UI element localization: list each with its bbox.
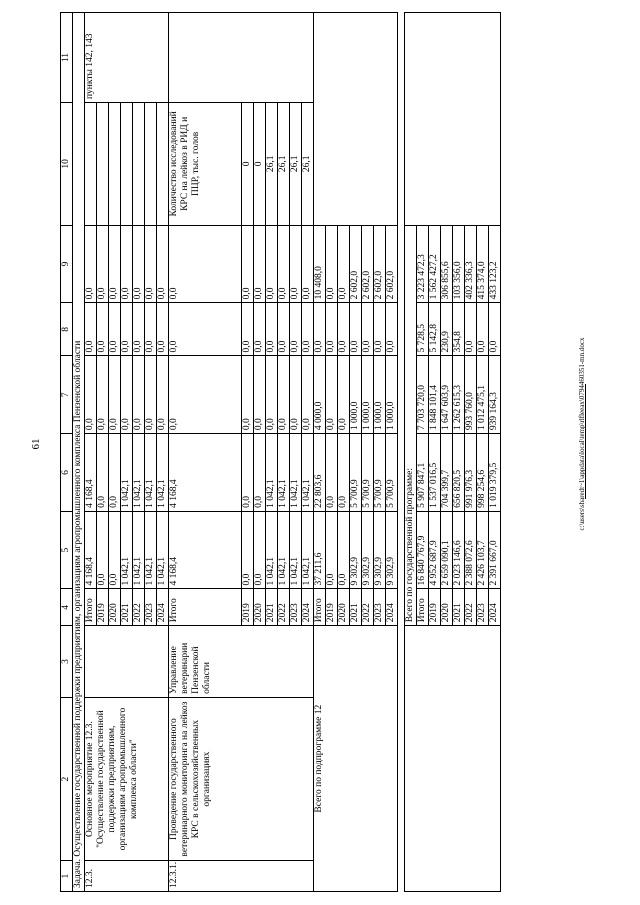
year-cell: 2022 [133, 589, 145, 626]
value-cell: 0,0 [254, 434, 266, 512]
value-cell: 0,0 [254, 511, 266, 589]
value-cell: 5 700,9 [374, 434, 386, 512]
footer-file-path: c:\users\sharedt~1\appdata\local\temp\rlfleeax\0794460351-mn.docx [578, 337, 586, 531]
indicator-value: 0 [242, 103, 254, 226]
value-cell: 103 356,0 [453, 225, 465, 303]
page-number: 61 [30, 438, 42, 450]
year-cell: 2020 [441, 589, 453, 626]
column-number-row [61, 13, 73, 892]
value-cell: 0,0 [302, 303, 314, 356]
value-cell: 415 374,0 [477, 225, 489, 303]
value-cell: 2 602,0 [362, 225, 374, 303]
value-cell: 1 042,1 [302, 511, 314, 589]
program-total-heading-row [405, 13, 417, 892]
value-cell: 0,0 [326, 511, 338, 589]
value-cell: 4 952 687,9 [429, 511, 441, 589]
year-cell: Итого [314, 589, 326, 626]
value-cell: 5 700,9 [350, 434, 362, 512]
indicator-cell [109, 103, 121, 226]
value-cell: 0,0 [157, 303, 169, 356]
value-cell: 0,0 [169, 356, 242, 434]
value-cell: 0,0 [242, 225, 254, 303]
value-cell: 1 042,1 [157, 434, 169, 512]
value-cell: 0,0 [145, 225, 157, 303]
value-cell: 9 302,9 [362, 511, 374, 589]
value-cell: 0,0 [121, 303, 133, 356]
value-cell: 0,0 [374, 303, 386, 356]
col-num-1: 1 [61, 861, 73, 892]
value-cell: 4 168,4 [169, 434, 242, 512]
value-cell: 0,0 [386, 303, 398, 356]
indicator-cell: Количество исследований КРС на лейкоз в РИД и ПЦР, тыс. голов [169, 103, 242, 226]
value-cell: 0,0 [254, 356, 266, 434]
year-cell: 2024 [157, 589, 169, 626]
empty-cell [405, 626, 501, 892]
value-cell: 0,0 [266, 225, 278, 303]
value-cell: 1 848 101,4 [429, 356, 441, 434]
value-cell: 1 042,1 [278, 511, 290, 589]
value-cell: 5 907 847,1 [417, 434, 429, 512]
value-cell: 4 168,4 [85, 511, 97, 589]
value-cell: 1 042,1 [145, 434, 157, 512]
value-cell: 1 000,0 [362, 356, 374, 434]
col-num-8: 8 [61, 303, 73, 356]
subprogram-total-label: Всего по подпрограмме 12 [314, 626, 398, 892]
value-cell: 656 820,5 [453, 434, 465, 512]
value-cell: 0,0 [350, 303, 362, 356]
value-cell: 1 262 615,3 [453, 356, 465, 434]
year-cell: 2019 [97, 589, 109, 626]
value-cell: 0,0 [109, 511, 121, 589]
value-cell: 0,0 [242, 303, 254, 356]
value-cell: 0,0 [97, 511, 109, 589]
value-cell: 1 042,1 [145, 511, 157, 589]
value-cell: 2 426 103,7 [477, 511, 489, 589]
value-cell: 1 042,1 [290, 511, 302, 589]
value-cell: 9 302,9 [350, 511, 362, 589]
value-cell: 0,0 [338, 225, 350, 303]
value-cell: 230,9 [441, 303, 453, 356]
value-cell: 0,0 [133, 356, 145, 434]
value-cell: 939 164,3 [489, 356, 501, 434]
value-cell: 0,0 [338, 434, 350, 512]
value-cell: 4 168,4 [169, 511, 242, 589]
year-cell: 2022 [362, 589, 374, 626]
value-cell: 1 042,1 [266, 511, 278, 589]
value-cell: 0,0 [109, 434, 121, 512]
value-cell: 1 019 379,5 [489, 434, 501, 512]
value-cell: 4 000,0 [314, 356, 326, 434]
value-cell: 2 602,0 [374, 225, 386, 303]
value-cell: 0,0 [326, 303, 338, 356]
table-row [85, 13, 97, 892]
value-cell: 2 388 072,6 [465, 511, 477, 589]
value-cell: 0,0 [242, 434, 254, 512]
value-cell: 998 254,6 [477, 434, 489, 512]
value-cell: 1 042,1 [133, 434, 145, 512]
measure-number: 12.3.1. [169, 861, 314, 892]
year-cell: 2022 [465, 589, 477, 626]
year-cell: 2021 [453, 589, 465, 626]
indicator-value: 26,1 [290, 103, 302, 226]
value-cell: 0,0 [302, 356, 314, 434]
value-cell: 1 647 603,9 [441, 356, 453, 434]
value-cell: 0,0 [109, 356, 121, 434]
value-cell: 0,0 [290, 225, 302, 303]
indicator-value: 26,1 [302, 103, 314, 226]
value-cell: 0,0 [157, 356, 169, 434]
value-cell: 0,0 [254, 303, 266, 356]
value-cell: 0,0 [338, 356, 350, 434]
value-cell: 5 142,8 [429, 303, 441, 356]
value-cell: 9 302,9 [386, 511, 398, 589]
indicator-value: 26,1 [266, 103, 278, 226]
value-cell: 0,0 [290, 303, 302, 356]
col-num-6: 6 [61, 434, 73, 512]
value-cell: 0,0 [145, 356, 157, 434]
year-cell: 2021 [266, 589, 278, 626]
year-cell: 2019 [242, 589, 254, 626]
value-cell: 7 703 720,0 [417, 356, 429, 434]
value-cell: 1 042,1 [266, 434, 278, 512]
year-cell: 2019 [429, 589, 441, 626]
value-cell: 0,0 [326, 434, 338, 512]
value-cell: 2 602,0 [350, 225, 362, 303]
value-cell: 1 042,1 [278, 434, 290, 512]
year-cell: 2021 [121, 589, 133, 626]
value-cell: 0,0 [85, 225, 97, 303]
indicator-cell [85, 103, 97, 226]
value-cell: 3 223 472,3 [417, 225, 429, 303]
value-cell: 0,0 [242, 356, 254, 434]
value-cell: 306 855,6 [441, 225, 453, 303]
year-cell: 2024 [386, 589, 398, 626]
indicator-cell [97, 103, 109, 226]
value-cell: 1 042,1 [290, 434, 302, 512]
year-cell: 2023 [477, 589, 489, 626]
value-cell: 5 700,9 [362, 434, 374, 512]
indicator-cell [145, 103, 157, 226]
value-cell: 0,0 [169, 225, 242, 303]
value-cell: 0,0 [489, 303, 501, 356]
year-cell: 2023 [374, 589, 386, 626]
value-cell: 0,0 [266, 356, 278, 434]
executor-cell: Управление ветеринарии Пензенской области [169, 626, 314, 698]
value-cell: 5 700,9 [386, 434, 398, 512]
col-num-7: 7 [61, 356, 73, 434]
program-table [60, 12, 501, 892]
value-cell: 0,0 [145, 303, 157, 356]
value-cell: 0,0 [290, 356, 302, 434]
value-cell: 0,0 [109, 303, 121, 356]
value-cell: 2 602,0 [386, 225, 398, 303]
year-cell: 2024 [489, 589, 501, 626]
year-cell: Итого [169, 589, 242, 626]
value-cell: 704 399,7 [441, 434, 453, 512]
value-cell: 1 042,1 [302, 434, 314, 512]
value-cell: 0,0 [338, 303, 350, 356]
value-cell: 0,0 [465, 303, 477, 356]
value-cell: 0,0 [326, 225, 338, 303]
value-cell: 1 042,1 [133, 511, 145, 589]
value-cell: 1 537 016,5 [429, 434, 441, 512]
value-cell: 0,0 [85, 356, 97, 434]
value-cell: 0,0 [278, 225, 290, 303]
col-num-2: 2 [61, 697, 73, 861]
indicator-cell [133, 103, 145, 226]
value-cell: 0,0 [278, 303, 290, 356]
year-cell: 2020 [109, 589, 121, 626]
value-cell: 0,0 [169, 303, 242, 356]
measure-number: 12.3. [85, 861, 169, 892]
col-num-11: 11 [61, 13, 73, 103]
value-cell: 4 168,4 [85, 434, 97, 512]
value-cell: 1 562 427,2 [429, 225, 441, 303]
year-cell: 2023 [145, 589, 157, 626]
indicator-cell [121, 103, 133, 226]
empty-cell [405, 13, 501, 226]
table-row [169, 13, 242, 892]
value-cell: 0,0 [121, 225, 133, 303]
value-cell: 991 976,3 [465, 434, 477, 512]
value-cell: 0,0 [302, 225, 314, 303]
value-cell: 433 123,2 [489, 225, 501, 303]
value-cell: 2 659 090,1 [441, 511, 453, 589]
value-cell: 0,0 [133, 225, 145, 303]
value-cell: 1 012 475,1 [477, 356, 489, 434]
measure-name: Основное мероприятие 12.3. "Осуществление государственной поддержки предприятиям, организациям агропромышленного комплекса области" [85, 697, 169, 861]
value-cell: 0,0 [242, 511, 254, 589]
col-num-4: 4 [61, 589, 73, 626]
value-cell: 0,0 [121, 356, 133, 434]
value-cell: 22 803,6 [314, 434, 326, 512]
indicator-cell [157, 103, 169, 226]
value-cell: 2 023 146,6 [453, 511, 465, 589]
value-cell: 0,0 [157, 225, 169, 303]
value-cell: 1 000,0 [386, 356, 398, 434]
value-cell: 0,0 [97, 356, 109, 434]
value-cell: 0,0 [326, 356, 338, 434]
value-cell: 0,0 [85, 303, 97, 356]
value-cell: 0,0 [477, 303, 489, 356]
table-row [314, 13, 326, 892]
col-num-10: 10 [61, 103, 73, 226]
value-cell: 0,0 [266, 303, 278, 356]
spacer-row [398, 13, 405, 892]
value-cell: 10 408,0 [314, 225, 326, 303]
col-num-3: 3 [61, 626, 73, 698]
value-cell: 16 840 767,9 [417, 511, 429, 589]
value-cell: 0,0 [314, 303, 326, 356]
value-cell: 0,0 [278, 356, 290, 434]
empty-cell [314, 13, 398, 226]
year-cell: 2022 [278, 589, 290, 626]
value-cell: 354,8 [453, 303, 465, 356]
value-cell: 0,0 [254, 225, 266, 303]
value-cell: 5 728,5 [417, 303, 429, 356]
value-cell: 0,0 [133, 303, 145, 356]
value-cell: 1 000,0 [374, 356, 386, 434]
col-num-9: 9 [61, 225, 73, 303]
year-cell: 2023 [290, 589, 302, 626]
task-heading: Задача. Осуществление государственной поддержки предприятиям, организациям агропромышленного комплекса Пензенской области [73, 13, 85, 892]
year-cell: 2021 [350, 589, 362, 626]
value-cell: 1 000,0 [350, 356, 362, 434]
value-cell: 1 042,1 [121, 434, 133, 512]
value-cell: 0,0 [338, 511, 350, 589]
col-num-5: 5 [61, 511, 73, 589]
task-heading-row [73, 13, 85, 892]
value-cell: 402 336,3 [465, 225, 477, 303]
year-cell: 2024 [302, 589, 314, 626]
value-cell: 1 042,1 [157, 511, 169, 589]
indicator-value: 26,1 [278, 103, 290, 226]
measure-name: Проведение государственного ветеринарного мониторинга на лейкоз КРС в сельскохозяйственных организациях [169, 697, 314, 861]
year-cell: 2020 [254, 589, 266, 626]
rotated-table-sheet [60, 12, 580, 892]
executor-cell [85, 626, 169, 698]
value-cell: 0,0 [97, 225, 109, 303]
value-cell: 9 302,9 [374, 511, 386, 589]
value-cell: 0,0 [97, 434, 109, 512]
value-cell: 1 042,1 [121, 511, 133, 589]
value-cell: 993 760,0 [465, 356, 477, 434]
measure-footnote: пункты 142, 143 [85, 13, 169, 103]
value-cell: 0,0 [109, 225, 121, 303]
value-cell: 0,0 [362, 303, 374, 356]
year-cell: Итого [417, 589, 429, 626]
value-cell: 0,0 [97, 303, 109, 356]
program-total-label: Всего по государственной программе: [405, 225, 417, 626]
indicator-value: 0 [254, 103, 266, 226]
value-cell: 37 211,6 [314, 511, 326, 589]
year-cell: 2019 [326, 589, 338, 626]
year-cell: 2020 [338, 589, 350, 626]
value-cell: 2 391 667,0 [489, 511, 501, 589]
year-cell: Итого [85, 589, 97, 626]
footnote-cell [169, 13, 314, 103]
